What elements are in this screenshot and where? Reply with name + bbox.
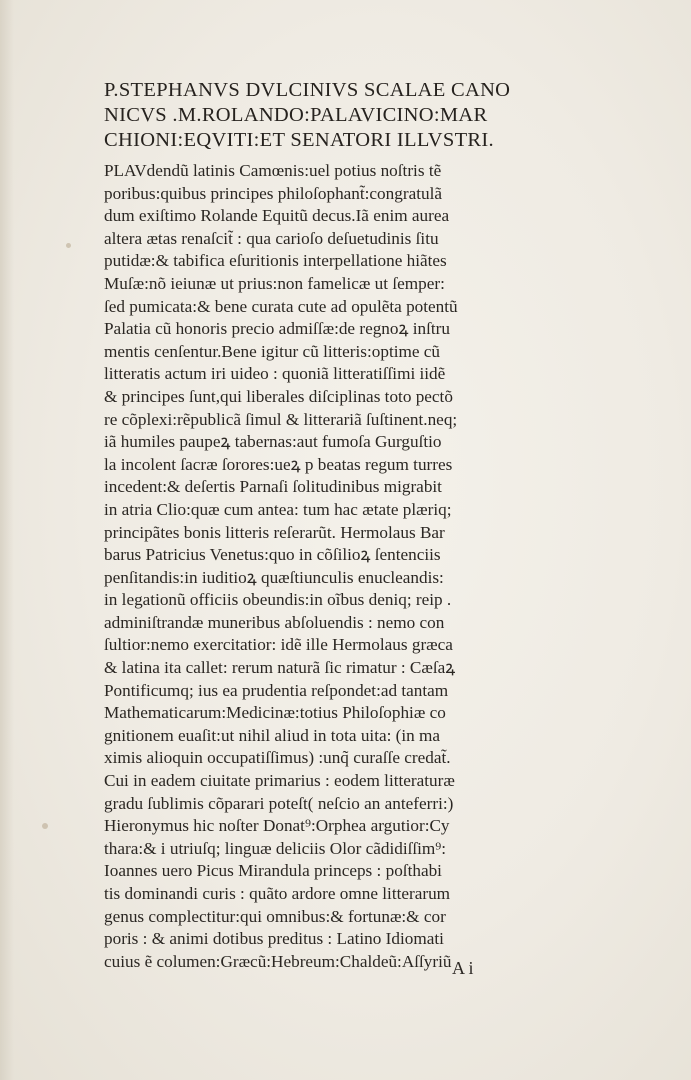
text-line: penſitandis:in iuditioꝝ quæſtiunculis enucleandis: (104, 567, 444, 587)
text-line: & latina ita callet: rerum naturã ſic rimatur : Cæſaꝝ (104, 658, 456, 678)
text-line: & principes ſunt,qui liberales diſciplinas toto pectõ (104, 386, 453, 406)
text-line: ſultior:nemo exercitatior: idẽ ille Hermolaus græca (104, 635, 453, 655)
text-line: re cõplexi:rẽpublicã ſimul & litterariã ſuſtinent.neq; (104, 409, 458, 429)
text-line: tis dominandi curis : quãto ardore omne litterarum (104, 884, 451, 903)
text-line: Mathematicarum:Medicinæ:totius Philoſophiæ co (104, 703, 446, 723)
text-line: putidæ:& tabifica eſuritionis interpellatione hiãtes (104, 251, 447, 271)
text-line: genus complectitur:qui omnibus:& fortunæ:& cor (104, 906, 446, 926)
heading-block (104, 78, 624, 153)
text-line: altera ætas renaſcit̃ : qua carioſo deſuetudinis ſitu (104, 228, 439, 248)
text-line: mentis cenſentur.Bene igitur cũ litteris:optime cũ (104, 341, 441, 361)
text-line: iã humiles paupeꝝ tabernas:aut fumoſa Gurguſtio (104, 432, 442, 452)
text-line: dum exiſtimo Rolande Equitũ decus.Iã enim aurea (104, 206, 450, 226)
text-line: Ioannes uero Picus Mirandula princeps : poſthabi (104, 861, 442, 881)
heading-line: P.STEPHANVS DVLCINIVS SCALAE CANO (104, 79, 511, 101)
text-line: adminiſtrandæ muneribus abſoluendis : nemo con (104, 612, 445, 632)
text-line: litteratis actum iri uideo : quoniã litteratiſſimi iidẽ (104, 364, 446, 384)
text-line: Hieronymus hic noſter Donat⁹:Orphea argutior:Cy (104, 816, 450, 836)
text-line: Muſæ:nõ ieiunæ ut prius:non famelicæ ut ſemper: (104, 273, 445, 293)
text-line: gradu ſublimis cõparari poteſt( neſcio an anteferri:) (104, 793, 454, 813)
text-line: PLAVdendũ latinis Camœnis:uel potius noſtris tẽ (104, 161, 442, 180)
body-text (104, 160, 504, 973)
text-line: incedent:& deſertis Parnaſi ſolitudinibus migrabit (104, 477, 442, 497)
text-line: in atria Clio:quæ cum antea: tum hac ætate plæriq; (104, 499, 452, 519)
text-line: ſed pumicata:& bene curata cute ad opulẽta potentũ (104, 296, 458, 316)
heading-line: NICVS .M.ROLANDO:PALAVICINO:MAR (104, 104, 488, 126)
text-line: in legationũ officiis obeundis:in oĩbus deniq; reip . (104, 590, 452, 610)
page-gutter-shadow (0, 0, 14, 1080)
text-line: poris : & animi dotibus preditus : Latino Idiomati (104, 929, 444, 949)
foxing-spot (66, 243, 71, 248)
text-line: thara:& i utriuſq; linguæ deliciis Olor cãdidiſſim⁹: (104, 838, 447, 858)
text-line: barus Patricius Venetus:quo in cõſilioꝝ ſentenciis (104, 545, 441, 565)
text-line: Pontificumq; ius ea prudentia reſpondet:ad tantam (104, 680, 449, 700)
text-line: Palatia cũ honoris precio admiſſæ:de regnoꝝ inſtru (104, 319, 450, 339)
text-line: gnitionem euaſit:ut nihil aliud in tota uita: (in ma (104, 725, 441, 745)
text-line: ximis alioquin occupatiſſimus) :unq̃ curaſſe credat̃. (104, 748, 451, 768)
text-line: principãtes bonis litteris reſerarũt. Hermolaus Bar (104, 522, 445, 542)
text-line: poribus:quibus principes philoſophant̃:congratulã (104, 183, 442, 203)
signature-mark: A i (452, 958, 474, 978)
foxing-spot (42, 823, 48, 829)
heading-line: CHIONI:EQVITI:ET SENATORI ILLVSTRI. (104, 129, 494, 151)
text-line: cuius ẽ columen:Græcũ:Hebreum:Chaldeũ:Aſſyriũ (104, 951, 452, 971)
text-line: la incolent ſacræ ſorores:ueꝝ p beatas regum turres (104, 454, 453, 474)
text-line: Cui in eadem ciuitate primarius : eodem litteraturæ (104, 771, 455, 791)
